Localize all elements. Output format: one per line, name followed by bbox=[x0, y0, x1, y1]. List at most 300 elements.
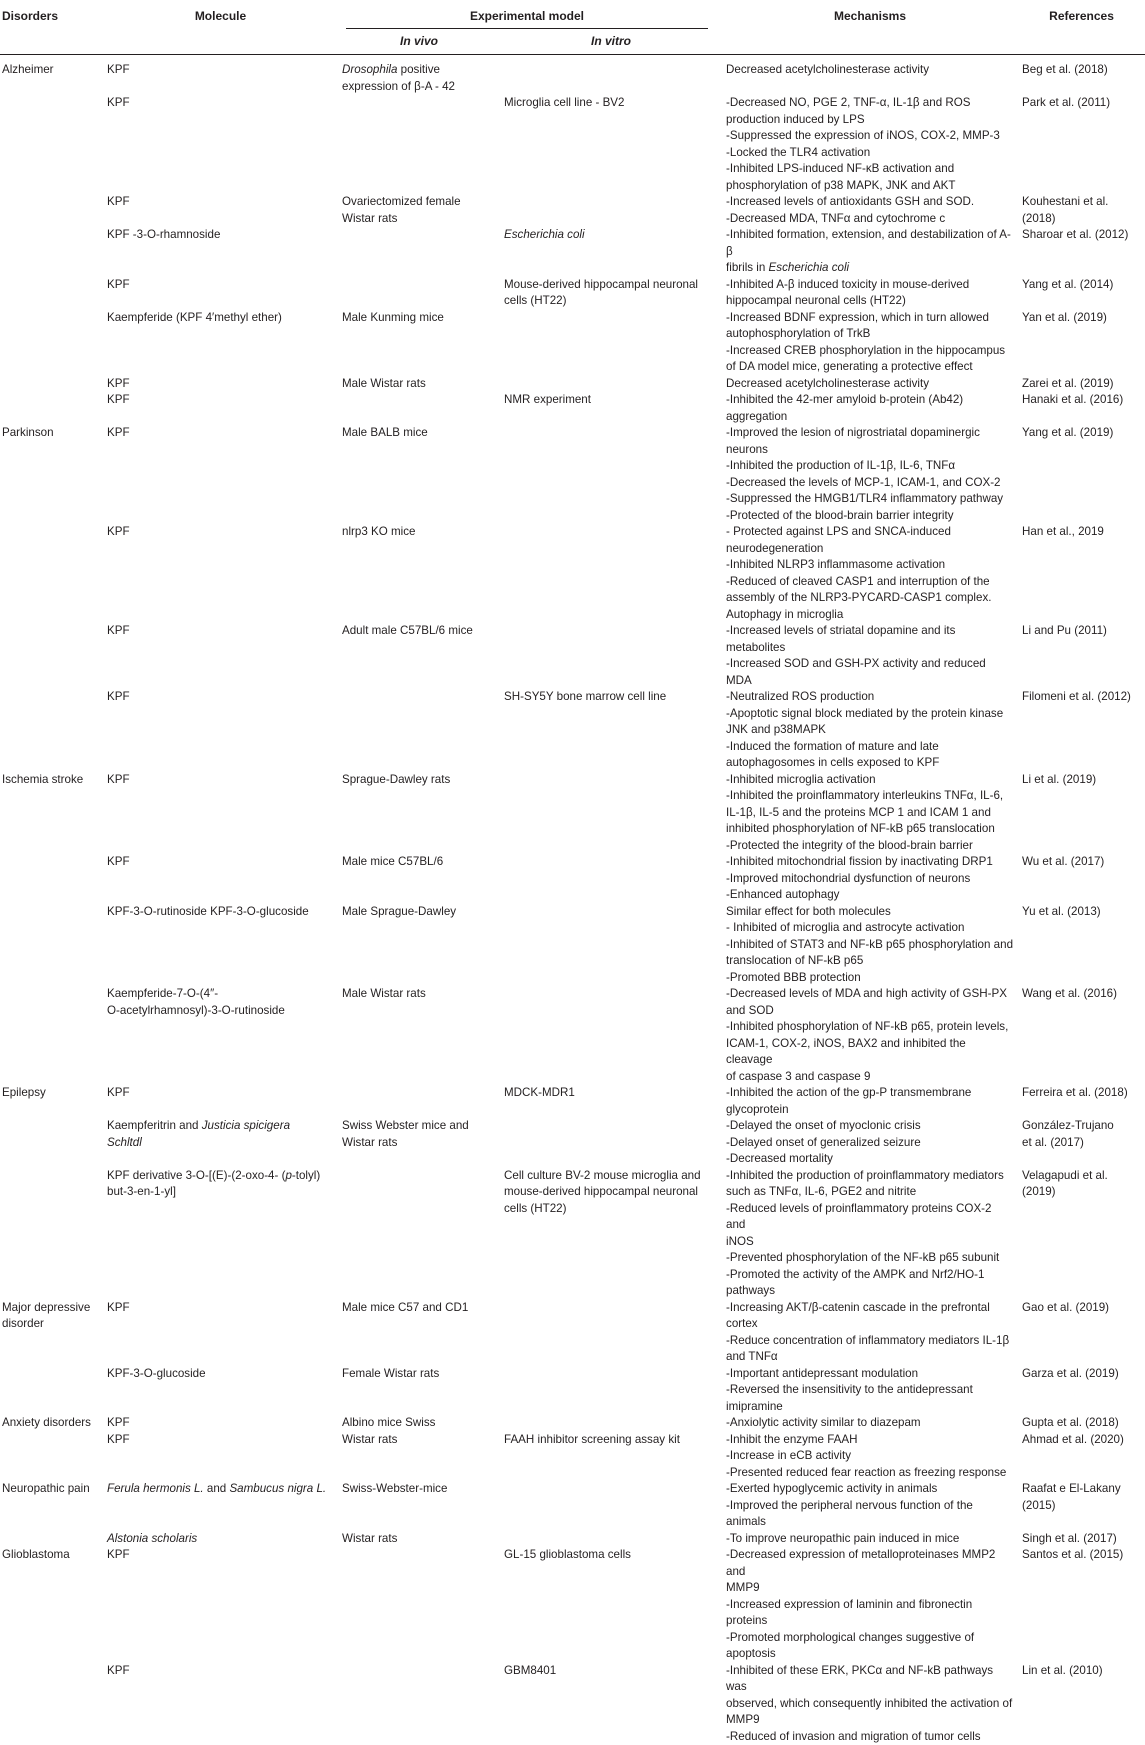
cell-reference bbox=[1018, 310, 1145, 376]
table-row bbox=[0, 986, 1145, 1085]
cell-disorder bbox=[0, 1168, 103, 1300]
cell-mechanisms bbox=[722, 310, 1018, 376]
cell-molecule bbox=[103, 1531, 338, 1548]
in-vivo-text: Albino mice Swiss bbox=[342, 1416, 435, 1429]
cell-reference bbox=[1018, 689, 1145, 772]
molecule-text: Kaempferide (KPF 4′methyl ether) bbox=[107, 311, 282, 324]
cell-molecule bbox=[103, 227, 338, 277]
cell-in-vivo bbox=[338, 1168, 500, 1300]
molecule-text: KPF bbox=[107, 1664, 130, 1677]
mechanisms-text: -Decreased NO, PGE 2, TNF-α, IL-1β and ROS production induced by LPS -Suppressed the expression of iNOS, COX-2, MMP-3 -Locked the TLR4 activation -Inhibited LPS-induced NF-κB activation and phosphorylation of p38 MAPK, JNK and AKT bbox=[726, 96, 1000, 192]
molecule-text: KPF-3-O-rutinoside KPF-3-O-glucoside bbox=[107, 905, 309, 918]
in-vivo-text: Male Wistar rats bbox=[342, 987, 426, 1000]
reference-text: Wu et al. (2017) bbox=[1022, 855, 1104, 868]
reference-text: Santos et al. (2015) bbox=[1022, 1548, 1123, 1561]
reference-text: Gupta et al. (2018) bbox=[1022, 1416, 1119, 1429]
cell-reference bbox=[1018, 194, 1145, 227]
cell-molecule bbox=[103, 986, 338, 1085]
molecule-text: KPF bbox=[107, 1086, 130, 1099]
cell-molecule bbox=[103, 772, 338, 855]
molecule-text: KPF bbox=[107, 1416, 130, 1429]
mechanisms-text: -Inhibited mitochondrial fission by inactivating DRP1 -Improved mitochondrial dysfunction of neurons -Enhanced autophagy bbox=[726, 855, 993, 901]
cell-in-vivo bbox=[338, 524, 500, 623]
cell-mechanisms bbox=[722, 227, 1018, 277]
cell-mechanisms bbox=[722, 425, 1018, 524]
cell-in-vivo bbox=[338, 1663, 500, 1745]
molecule-text: KPF derivative 3-O-[(E)-(2-oxo-4- ( bbox=[107, 1169, 285, 1182]
table-row bbox=[0, 1432, 1145, 1482]
cell-mechanisms bbox=[722, 1300, 1018, 1366]
reference-text: Garza et al. (2019) bbox=[1022, 1367, 1119, 1380]
in-vivo-text: Female Wistar rats bbox=[342, 1367, 439, 1380]
cell-reference bbox=[1018, 1085, 1145, 1118]
cell-disorder bbox=[0, 1300, 103, 1366]
cell-in-vivo bbox=[338, 772, 500, 855]
cell-in-vitro bbox=[500, 904, 722, 987]
reference-text: Yan et al. (2019) bbox=[1022, 311, 1107, 324]
disorder-text: Glioblastoma bbox=[2, 1548, 70, 1561]
table-body bbox=[0, 55, 1145, 1745]
reference-text: Park et al. (2011) bbox=[1022, 96, 1110, 109]
molecule-text: KPF bbox=[107, 1548, 130, 1561]
mechanisms-text: Similar effect for both molecules - Inhibited of microglia and astrocyte activation -Inhibited of STAT3 and NF-kB p65 phosphorylation and translocation of NF-kB p65 -Promoted BBB protection bbox=[726, 905, 1013, 984]
molecule-text: KPF bbox=[107, 195, 130, 208]
table-row bbox=[0, 1168, 1145, 1300]
table-row bbox=[0, 904, 1145, 987]
cell-in-vitro bbox=[500, 1663, 722, 1745]
cell-molecule bbox=[103, 524, 338, 623]
cell-mechanisms bbox=[722, 1085, 1018, 1118]
mechanisms-text: - Protected against LPS and SNCA-induced neurodegeneration -Inhibited NLRP3 inflammasome activation -Reduced of cleaved CASP1 and interruption of the assembly of the NLRP3-PYCARD-CASP1 complex. Autophagy in microglia bbox=[726, 525, 991, 621]
cell-mechanisms bbox=[722, 194, 1018, 227]
cell-in-vivo bbox=[338, 194, 500, 227]
molecule-italic-text: Ferula hermonis L. bbox=[107, 1482, 204, 1495]
cell-in-vivo bbox=[338, 376, 500, 393]
cell-reference bbox=[1018, 1366, 1145, 1416]
cell-mechanisms bbox=[722, 1531, 1018, 1548]
cell-in-vitro bbox=[500, 376, 722, 393]
reference-text: González-Trujano et al. (2017) bbox=[1022, 1119, 1114, 1149]
cell-disorder bbox=[0, 1085, 103, 1118]
cell-disorder bbox=[0, 376, 103, 393]
cell-mechanisms bbox=[722, 904, 1018, 987]
molecule-text: KPF bbox=[107, 63, 130, 76]
cell-mechanisms bbox=[722, 376, 1018, 393]
cell-molecule bbox=[103, 277, 338, 310]
cell-disorder bbox=[0, 854, 103, 904]
in-vitro-text: Mouse-derived hippocampal neuronal cells (HT22) bbox=[504, 278, 698, 308]
cell-in-vitro bbox=[500, 310, 722, 376]
cell-disorder bbox=[0, 1481, 103, 1531]
cell-molecule bbox=[103, 689, 338, 772]
cell-disorder bbox=[0, 623, 103, 689]
mechanisms-text: -To improve neuropathic pain induced in mice bbox=[726, 1532, 959, 1545]
cell-disorder bbox=[0, 904, 103, 987]
header-disorders: Disorders bbox=[0, 0, 103, 55]
cell-in-vitro bbox=[500, 1366, 722, 1416]
cell-mechanisms bbox=[722, 986, 1018, 1085]
cell-in-vivo bbox=[338, 1118, 500, 1168]
cell-in-vivo bbox=[338, 95, 500, 194]
cell-mechanisms bbox=[722, 55, 1018, 96]
cell-in-vitro bbox=[500, 623, 722, 689]
mechanisms-text: -Decreased expression of metalloproteinases MMP2 and MMP9 -Increased expression of laminin and fibronectin proteins -Promoted morphological changes suggestive of apoptosis bbox=[726, 1548, 995, 1660]
cell-mechanisms bbox=[722, 1547, 1018, 1663]
cell-molecule bbox=[103, 1085, 338, 1118]
table-row bbox=[0, 95, 1145, 194]
cell-mechanisms bbox=[722, 772, 1018, 855]
cell-in-vitro bbox=[500, 1432, 722, 1482]
molecule-text: KPF bbox=[107, 525, 130, 538]
cell-in-vivo bbox=[338, 1547, 500, 1663]
table-row bbox=[0, 1663, 1145, 1745]
cell-reference bbox=[1018, 1432, 1145, 1482]
table-row bbox=[0, 1085, 1145, 1118]
cell-molecule bbox=[103, 904, 338, 987]
cell-in-vivo bbox=[338, 689, 500, 772]
cell-reference bbox=[1018, 904, 1145, 987]
mechanisms-text: -Inhibited the 42-mer amyloid b-protein (Ab42) aggregation bbox=[726, 393, 963, 423]
cell-in-vivo bbox=[338, 277, 500, 310]
molecule-text: Kaempferide-7-O-(4″- O-acetylrhamnosyl)-3-O-rutinoside bbox=[107, 987, 285, 1017]
in-vitro-text: SH-SY5Y bone marrow cell line bbox=[504, 690, 666, 703]
cell-disorder bbox=[0, 227, 103, 277]
cell-molecule bbox=[103, 1118, 338, 1168]
cell-disorder bbox=[0, 95, 103, 194]
mechanisms-text: -Inhibited the action of the gp-P transmembrane glycoprotein bbox=[726, 1086, 971, 1116]
cell-in-vitro bbox=[500, 227, 722, 277]
cell-molecule bbox=[103, 95, 338, 194]
molecule-italic-text: Alstonia scholaris bbox=[107, 1532, 197, 1545]
mechanisms-text: -Decreased levels of MDA and high activity of GSH-PX and SOD -Inhibited phosphorylation of NF-kB p65, protein levels, ICAM-1, COX-2, iNOS, BAX2 and inhibited the cleavage of caspase 3 and caspase 9 bbox=[726, 987, 1008, 1083]
in-vivo-text: Swiss Webster mice and Wistar rats bbox=[342, 1119, 469, 1149]
cell-molecule bbox=[103, 392, 338, 425]
cell-reference bbox=[1018, 854, 1145, 904]
in-vivo-text: Male BALB mice bbox=[342, 426, 428, 439]
table-row bbox=[0, 425, 1145, 524]
molecule-text: KPF -3-O-rhamnoside bbox=[107, 228, 220, 241]
reference-text: Ferreira et al. (2018) bbox=[1022, 1086, 1128, 1099]
cell-disorder bbox=[0, 986, 103, 1085]
mechanisms-text: -Inhibited microglia activation -Inhibited the proinflammatory interleukins TNFα, IL-6, IL-1β, IL-5 and the proteins MCP 1 and ICAM 1 and inhibited phosphorylation of NF-kB p65 translocation -Protected the integrity of the blood-brain barrier bbox=[726, 773, 1003, 852]
reference-text: Velagapudi et al. (2019) bbox=[1022, 1169, 1108, 1199]
cell-molecule bbox=[103, 1300, 338, 1366]
cell-mechanisms bbox=[722, 1481, 1018, 1531]
in-vitro-text: Cell culture BV-2 mouse microglia and mouse-derived hippocampal neuronal cells (HT22) bbox=[504, 1169, 701, 1215]
cell-reference bbox=[1018, 95, 1145, 194]
mechanisms-text: -Inhibited the production of proinflammatory mediators such as TNFα, IL-6, PGE2 and nitrite -Reduced levels of proinflammatory proteins COX-2 and iNOS -Prevented phosphorylation of the NF-kB p65 subunit -Promoted the activity of the AMPK and Nrf2/HO-1 pathways bbox=[726, 1169, 1004, 1298]
header-molecule: Molecule bbox=[103, 0, 338, 55]
in-vivo-text: nlrp3 KO mice bbox=[342, 525, 415, 538]
in-vitro-italic-text: Escherichia coli bbox=[504, 228, 585, 241]
mechanisms-text: Decreased acetylcholinesterase activity bbox=[726, 63, 929, 76]
mechanisms-text: -Increased levels of striatal dopamine and its metabolites -Increased SOD and GSH-PX activity and reduced MDA bbox=[726, 624, 986, 687]
cell-molecule bbox=[103, 194, 338, 227]
cell-reference bbox=[1018, 1415, 1145, 1432]
in-vivo-text: Sprague-Dawley rats bbox=[342, 773, 450, 786]
cell-in-vitro bbox=[500, 194, 722, 227]
reference-text: Yang et al. (2019) bbox=[1022, 426, 1113, 439]
cell-molecule bbox=[103, 425, 338, 524]
cell-disorder bbox=[0, 425, 103, 524]
molecule-text: KPF-3-O-glucoside bbox=[107, 1367, 206, 1380]
reference-text: Filomeni et al. (2012) bbox=[1022, 690, 1131, 703]
mechanisms-text: -Increasing AKT/β-catenin cascade in the prefrontal cortex -Reduce concentration of inflammatory mediators IL-1β and TNFα bbox=[726, 1301, 1009, 1364]
cell-disorder bbox=[0, 1118, 103, 1168]
cell-disorder bbox=[0, 1366, 103, 1416]
disorder-text: Neuropathic pain bbox=[2, 1482, 90, 1495]
cell-disorder bbox=[0, 55, 103, 96]
table-row bbox=[0, 623, 1145, 689]
table-row bbox=[0, 277, 1145, 310]
cell-molecule bbox=[103, 1415, 338, 1432]
in-vitro-text: Microglia cell line - BV2 bbox=[504, 96, 625, 109]
molecule-italic-text: p bbox=[285, 1169, 291, 1182]
molecule-text: KPF bbox=[107, 1433, 130, 1446]
table-row bbox=[0, 689, 1145, 772]
mechanisms-text: Decreased acetylcholinesterase activity bbox=[726, 377, 929, 390]
molecule-italic-text: Sambucus nigra L. bbox=[229, 1482, 326, 1495]
cell-in-vitro bbox=[500, 95, 722, 194]
mechanisms-text: -Neutralized ROS production -Apoptotic signal block mediated by the protein kinase JNK and p38MAPK -Induced the formation of mature and late autophagosomes in cells exposed to KPF bbox=[726, 690, 1003, 769]
molecule-text: KPF bbox=[107, 773, 130, 786]
disorder-text: Alzheimer bbox=[2, 63, 54, 76]
in-vivo-text: Ovariectomized female Wistar rats bbox=[342, 195, 461, 225]
reference-text: Hanaki et al. (2016) bbox=[1022, 393, 1123, 406]
cell-molecule bbox=[103, 1366, 338, 1416]
table-row bbox=[0, 55, 1145, 96]
molecule-text: KPF bbox=[107, 377, 130, 390]
cell-disorder bbox=[0, 524, 103, 623]
molecule-text: Kaempferitrin and bbox=[107, 1119, 202, 1132]
in-vitro-text: GBM8401 bbox=[504, 1664, 556, 1677]
mechanisms-text: -Increased levels of antioxidants GSH and SOD. -Decreased MDA, TNFα and cytochrome c bbox=[726, 195, 974, 225]
table-row bbox=[0, 854, 1145, 904]
cell-in-vivo bbox=[338, 227, 500, 277]
cell-in-vitro bbox=[500, 854, 722, 904]
molecule-text: KPF bbox=[107, 624, 130, 637]
cell-in-vivo bbox=[338, 623, 500, 689]
cell-in-vivo bbox=[338, 1300, 500, 1366]
reference-text: Kouhestani et al. (2018) bbox=[1022, 195, 1108, 225]
cell-disorder bbox=[0, 1531, 103, 1548]
header-experimental-model bbox=[338, 0, 722, 29]
table-header bbox=[0, 0, 1145, 55]
cell-in-vitro bbox=[500, 1300, 722, 1366]
cell-disorder bbox=[0, 1663, 103, 1745]
reference-text: Zarei et al. (2019) bbox=[1022, 377, 1114, 390]
cell-in-vitro bbox=[500, 1547, 722, 1663]
cell-mechanisms bbox=[722, 392, 1018, 425]
cell-reference bbox=[1018, 277, 1145, 310]
cell-reference bbox=[1018, 524, 1145, 623]
reference-text: Raafat e El-Lakany (2015) bbox=[1022, 1482, 1121, 1512]
cell-reference bbox=[1018, 986, 1145, 1085]
cell-molecule bbox=[103, 376, 338, 393]
cell-reference bbox=[1018, 1481, 1145, 1531]
header-mechanisms: Mechanisms bbox=[722, 0, 1018, 55]
molecule-text: KPF bbox=[107, 393, 130, 406]
cell-mechanisms bbox=[722, 689, 1018, 772]
molecule-text: KPF bbox=[107, 96, 130, 109]
cell-in-vitro bbox=[500, 425, 722, 524]
in-vivo-text: Male Sprague-Dawley bbox=[342, 905, 456, 918]
cell-mechanisms bbox=[722, 1118, 1018, 1168]
cell-reference bbox=[1018, 425, 1145, 524]
cell-in-vitro bbox=[500, 277, 722, 310]
table-row bbox=[0, 1118, 1145, 1168]
molecule-text: and bbox=[204, 1482, 230, 1495]
cell-in-vitro bbox=[500, 524, 722, 623]
cell-reference bbox=[1018, 623, 1145, 689]
cell-in-vitro bbox=[500, 1085, 722, 1118]
mechanisms-text: -Improved the lesion of nigrostriatal dopaminergic neurons -Inhibited the production of IL-1β, IL-6, TNFα -Decreased the levels of MCP-1, ICAM-1, and COX-2 -Suppressed the HMGB1/TLR4 inflammatory pathway -Protected of the blood-brain barrier integrity bbox=[726, 426, 1003, 522]
cell-molecule bbox=[103, 55, 338, 96]
mechanisms-text: -Inhibited A-β induced toxicity in mouse-derived hippocampal neuronal cells (HT22) bbox=[726, 278, 969, 308]
cell-in-vivo bbox=[338, 1531, 500, 1548]
cell-reference bbox=[1018, 55, 1145, 96]
cell-in-vivo bbox=[338, 1415, 500, 1432]
in-vitro-text: NMR experiment bbox=[504, 393, 591, 406]
cell-in-vivo bbox=[338, 55, 500, 96]
reference-text: Li and Pu (2011) bbox=[1022, 624, 1107, 637]
in-vivo-text: Swiss-Webster-mice bbox=[342, 1482, 447, 1495]
cell-in-vitro bbox=[500, 1168, 722, 1300]
reference-text: Singh et al. (2017) bbox=[1022, 1532, 1117, 1545]
cell-disorder bbox=[0, 689, 103, 772]
cell-in-vitro bbox=[500, 772, 722, 855]
reference-text: Han et al., 2019 bbox=[1022, 525, 1104, 538]
table-row bbox=[0, 310, 1145, 376]
table-row bbox=[0, 376, 1145, 393]
in-vivo-text: Male Wistar rats bbox=[342, 377, 426, 390]
molecule-text: -tolyl) but-3-en-1-yl] bbox=[107, 1169, 320, 1199]
mechanisms-text: -Increased BDNF expression, which in turn allowed autophosphorylation of TrkB -Increased CREB phosphorylation in the hippocampus of DA model mice, generating a protective effect bbox=[726, 311, 1005, 374]
in-vitro-text: MDCK-MDR1 bbox=[504, 1086, 575, 1099]
disorder-text: Epilepsy bbox=[2, 1086, 46, 1099]
cell-in-vitro bbox=[500, 55, 722, 96]
header-experimental-model-label: Experimental model bbox=[346, 8, 708, 29]
cell-mechanisms bbox=[722, 854, 1018, 904]
cell-reference bbox=[1018, 1547, 1145, 1663]
header-in-vitro: In vitro bbox=[500, 29, 722, 55]
cell-reference bbox=[1018, 772, 1145, 855]
table-row bbox=[0, 1415, 1145, 1432]
cell-reference bbox=[1018, 1663, 1145, 1745]
cell-mechanisms bbox=[722, 623, 1018, 689]
cell-in-vitro bbox=[500, 1531, 722, 1548]
reference-text: Lin et al. (2010) bbox=[1022, 1664, 1103, 1677]
cell-molecule bbox=[103, 623, 338, 689]
cell-molecule bbox=[103, 1481, 338, 1531]
cell-in-vivo bbox=[338, 1366, 500, 1416]
cell-mechanisms bbox=[722, 1366, 1018, 1416]
in-vivo-text: Adult male C57BL/6 mice bbox=[342, 624, 473, 637]
cell-disorder bbox=[0, 194, 103, 227]
disorder-text: Parkinson bbox=[2, 426, 54, 439]
table-row bbox=[0, 1481, 1145, 1531]
cell-in-vivo bbox=[338, 854, 500, 904]
molecule-text: KPF bbox=[107, 690, 130, 703]
in-vivo-text: Male mice C57BL/6 bbox=[342, 855, 443, 868]
cell-in-vivo bbox=[338, 1481, 500, 1531]
cell-in-vivo bbox=[338, 904, 500, 987]
reference-text: Yu et al. (2013) bbox=[1022, 905, 1101, 918]
mechanisms-text: -Important antidepressant modulation -Reversed the insensitivity to the antidepressant imipramine bbox=[726, 1367, 973, 1413]
molecule-italic-text: Justicia spicigera Schltdl bbox=[107, 1119, 290, 1149]
cell-in-vivo bbox=[338, 310, 500, 376]
cell-disorder bbox=[0, 1432, 103, 1482]
cell-reference bbox=[1018, 392, 1145, 425]
table-row bbox=[0, 1300, 1145, 1366]
cell-in-vitro bbox=[500, 1415, 722, 1432]
molecule-text: KPF bbox=[107, 1301, 130, 1314]
mechanisms-text: -Delayed the onset of myoclonic crisis -Delayed onset of generalized seizure -Decreased mortality bbox=[726, 1119, 921, 1165]
cell-mechanisms bbox=[722, 95, 1018, 194]
mechanisms-italic-text: Escherichia coli bbox=[769, 261, 850, 274]
disorder-text: Anxiety disorders bbox=[2, 1416, 91, 1429]
in-vitro-text: FAAH inhibitor screening assay kit bbox=[504, 1433, 680, 1446]
cell-molecule bbox=[103, 310, 338, 376]
cell-molecule bbox=[103, 854, 338, 904]
mechanisms-text: -Anxiolytic activity similar to diazepam bbox=[726, 1416, 921, 1429]
cell-reference bbox=[1018, 1168, 1145, 1300]
cell-in-vivo bbox=[338, 1432, 500, 1482]
cell-molecule bbox=[103, 1663, 338, 1745]
cell-disorder bbox=[0, 310, 103, 376]
cell-mechanisms bbox=[722, 1415, 1018, 1432]
table-row bbox=[0, 1547, 1145, 1663]
reference-text: Yang et al. (2014) bbox=[1022, 278, 1113, 291]
cell-in-vivo bbox=[338, 986, 500, 1085]
cell-mechanisms bbox=[722, 1663, 1018, 1745]
cell-disorder bbox=[0, 1415, 103, 1432]
molecule-text: KPF bbox=[107, 278, 130, 291]
molecule-text: KPF bbox=[107, 426, 130, 439]
cell-reference bbox=[1018, 227, 1145, 277]
disorder-text: Major depressive disorder bbox=[2, 1301, 90, 1331]
table-row bbox=[0, 392, 1145, 425]
cell-disorder bbox=[0, 392, 103, 425]
cell-reference bbox=[1018, 376, 1145, 393]
reference-text: Sharoar et al. (2012) bbox=[1022, 228, 1128, 241]
in-vivo-text: Wistar rats bbox=[342, 1433, 397, 1446]
table-row bbox=[0, 1366, 1145, 1416]
cell-in-vitro bbox=[500, 392, 722, 425]
cell-disorder bbox=[0, 277, 103, 310]
cell-disorder bbox=[0, 772, 103, 855]
cell-in-vitro bbox=[500, 986, 722, 1085]
in-vivo-text: Male Kunming mice bbox=[342, 311, 444, 324]
cell-reference bbox=[1018, 1531, 1145, 1548]
table-row bbox=[0, 227, 1145, 277]
reference-text: Wang et al. (2016) bbox=[1022, 987, 1117, 1000]
cell-mechanisms bbox=[722, 277, 1018, 310]
reference-text: Ahmad et al. (2020) bbox=[1022, 1433, 1124, 1446]
cell-molecule bbox=[103, 1547, 338, 1663]
cell-disorder bbox=[0, 1547, 103, 1663]
table-row bbox=[0, 1531, 1145, 1548]
in-vivo-text: Wistar rats bbox=[342, 1532, 397, 1545]
cell-mechanisms bbox=[722, 524, 1018, 623]
in-vivo-text: Male mice C57 and CD1 bbox=[342, 1301, 468, 1314]
in-vivo-text: positive expression of β-A - 42 bbox=[342, 63, 455, 93]
cell-in-vitro bbox=[500, 1481, 722, 1531]
mechanisms-text: -Exerted hypoglycemic activity in animals -Improved the peripheral nervous function of the animals bbox=[726, 1482, 973, 1528]
cell-in-vivo bbox=[338, 392, 500, 425]
mechanisms-text: -Inhibited of these ERK, PKCα and NF-kB pathways was observed, which consequently inhibited the activation of MMP9 -Reduced of invasion and migration of tumor cells bbox=[726, 1664, 1012, 1743]
header-in-vivo: In vivo bbox=[338, 29, 500, 55]
